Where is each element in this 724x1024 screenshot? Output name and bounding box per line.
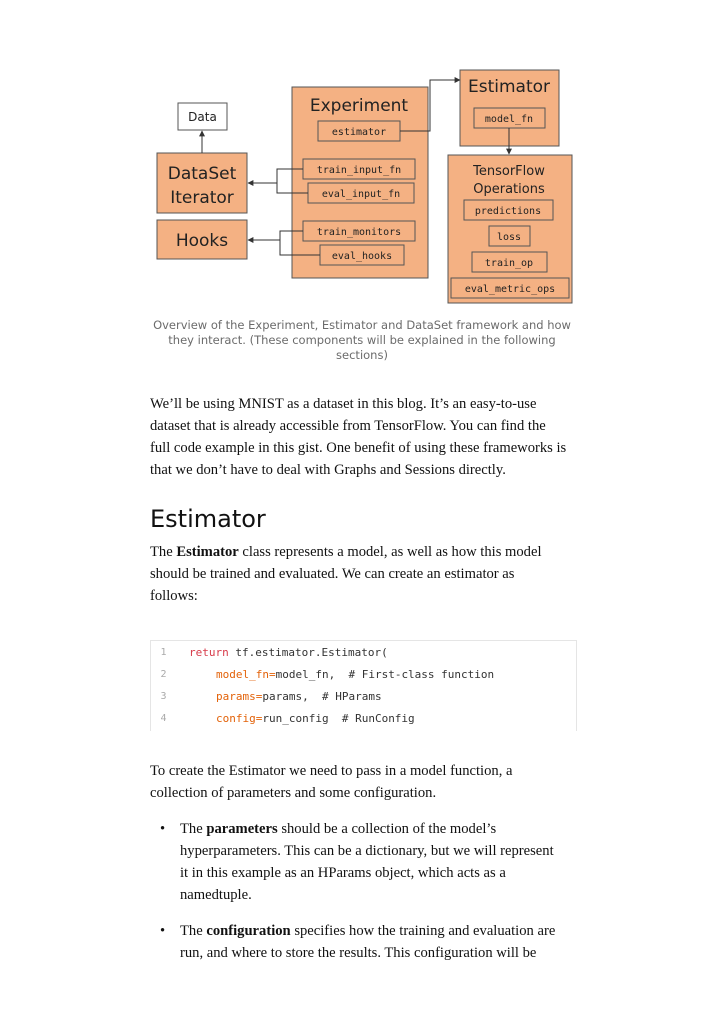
code-line: [151, 687, 576, 707]
after-code-paragraph: [150, 760, 580, 804]
text-line: should be trained and evaluated. We can create an estimator as: [150, 566, 515, 582]
text-run: The: [150, 544, 177, 560]
bold-term: Estimator: [176, 544, 239, 560]
text-run: class represents a model, as well as how this model: [238, 544, 542, 560]
experiment-title: Experiment: [309, 96, 409, 116]
train-monitors-label: train_monitors: [316, 227, 402, 238]
text-line: [180, 920, 580, 942]
code-rest: run_config # RunConfig: [262, 712, 415, 725]
text-line: hyperparameters. This can be a dictionary, but we will represent: [180, 843, 554, 859]
text-line: To create the Estimator we need to pass in a model function, a: [150, 763, 513, 779]
code-text: [216, 709, 415, 729]
text-run: The: [180, 923, 207, 939]
code-rest: model_fn, # First-class function: [275, 668, 495, 681]
code-line: [151, 643, 576, 663]
bullet-dot: •: [160, 923, 166, 939]
figure-caption: [150, 318, 574, 363]
code-text: [216, 665, 494, 685]
train-op-label: train_op: [484, 258, 534, 269]
text-line: namedtuple.: [180, 887, 252, 903]
dataset-iterator-label-1: DataSet: [167, 164, 237, 184]
text-line: it in this example as an HParams object, which acts as a: [180, 865, 506, 881]
list-item: [150, 818, 580, 906]
code-arg: model_fn=: [216, 668, 276, 681]
estimator-field-label: estimator: [331, 127, 387, 138]
text-line: follows:: [150, 588, 198, 604]
predictions-label: predictions: [474, 206, 542, 217]
caption-line: they interact. (These components will be explained in the following: [168, 333, 556, 347]
bullet-dot: •: [160, 821, 166, 837]
list-item: [150, 920, 580, 964]
eval-metric-ops-label: eval_metric_ops: [464, 284, 556, 295]
text-run: specifies how the training and evaluation are: [290, 923, 556, 939]
code-arg: params=: [216, 690, 263, 703]
bold-term: configuration: [206, 923, 291, 939]
text-line: dataset that is already accessible from TensorFlow. You can find the: [150, 418, 546, 434]
tf-ops-title-2: Operations: [473, 182, 545, 197]
text-line: that we don’t have to deal with Graphs and Sessions directly.: [150, 462, 506, 478]
code-text: [216, 687, 382, 707]
eval-input-fn-label: eval_input_fn: [321, 189, 401, 200]
text-line: run, and where to store the results. This configuration will be: [180, 945, 537, 961]
code-block: [150, 640, 577, 731]
text-line: collection of parameters and some configuration.: [150, 785, 437, 801]
code-keyword: return: [189, 646, 229, 659]
data-label: Data: [188, 110, 217, 124]
framework-diagram: [0, 0, 724, 310]
text-line: We’ll be using MNIST as a dataset in this blog. It’s an easy-to-use: [150, 396, 537, 412]
tf-ops-title-1: TensorFlow: [473, 164, 545, 179]
code-rest: params, # HParams: [262, 690, 382, 703]
loss-label: loss: [496, 232, 522, 243]
estimator-paragraph: [150, 541, 580, 607]
caption-line: Overview of the Experiment, Estimator and DataSet framework and how: [153, 318, 571, 332]
bold-term: parameters: [206, 821, 278, 837]
intro-paragraph: [150, 393, 580, 481]
code-rest: tf.estimator.Estimator(: [228, 646, 388, 659]
train-input-fn-label: train_input_fn: [316, 165, 402, 176]
text-line: full code example in this gist. One benefit of using these frameworks is: [150, 440, 567, 456]
code-arg: config=: [216, 712, 263, 725]
line-number: 2: [160, 669, 167, 680]
code-line: [151, 665, 576, 685]
hooks-label: Hooks: [175, 231, 229, 251]
eval-hooks-label: eval_hooks: [331, 251, 393, 262]
estimator-title: Estimator: [467, 77, 551, 97]
line-number: 1: [160, 647, 167, 658]
text-line: [150, 541, 580, 563]
code-line: [151, 709, 576, 729]
section-heading: Estimator: [150, 505, 266, 533]
code-text: [189, 643, 388, 663]
caption-line: sections): [336, 348, 388, 362]
model-fn-label: model_fn: [484, 114, 534, 125]
dataset-iterator-label-2: Iterator: [170, 188, 234, 208]
text-line: [180, 818, 580, 840]
line-number: 4: [160, 713, 167, 724]
text-run: should be a collection of the model’s: [277, 821, 497, 837]
bullet-list: [150, 818, 580, 978]
line-number: 3: [160, 691, 167, 702]
text-run: The: [180, 821, 207, 837]
